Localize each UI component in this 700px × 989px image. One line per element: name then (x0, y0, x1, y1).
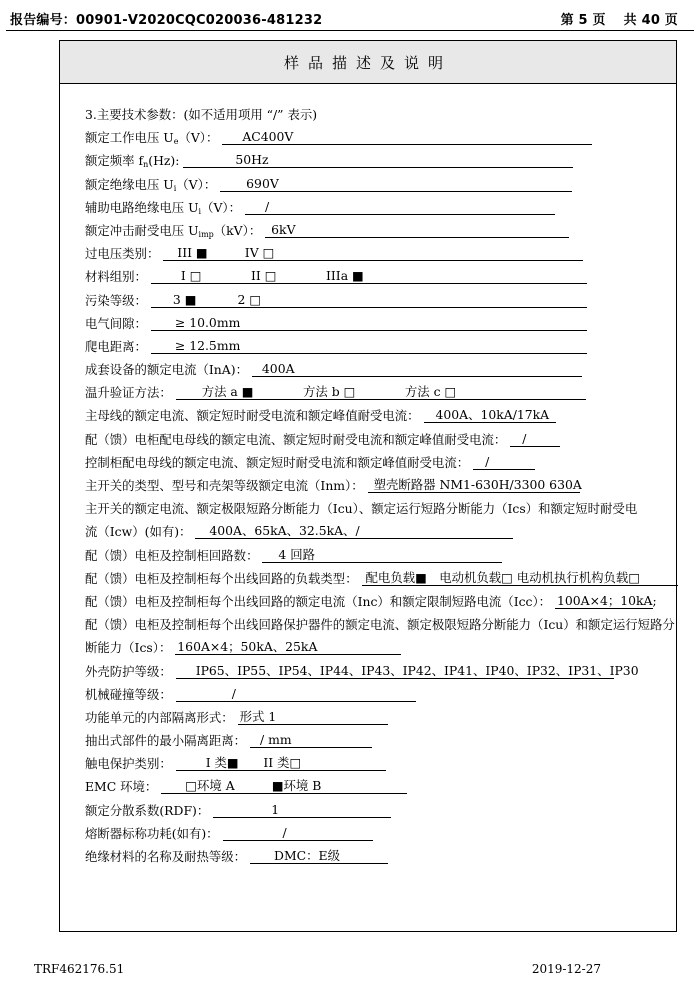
insulation-material-value: DMC：E级 (250, 846, 388, 864)
section-heading (85, 104, 675, 127)
report-number: 报告编号：00901-V2020CQC020036-481232 (10, 13, 323, 28)
main-switch-ratings-row (85, 498, 675, 521)
main-switch-ratings-label-line2: 流（Icw）(如有)： (85, 524, 192, 540)
circuit-count-label: 配（馈）电柜及控制柜回路数： (85, 547, 259, 563)
distribution-busbar-row (85, 429, 675, 452)
aux-unit: （V）： (201, 199, 241, 215)
protection-device-label-line2: 断能力（Ics）： (85, 640, 172, 656)
impulse-voltage-row (85, 220, 675, 243)
material-group-value: I □ II □ IIIa ■ (151, 266, 587, 284)
shock-protection-label: 触电保护类别： (85, 756, 172, 772)
main-switch-ratings-row-2 (85, 521, 675, 544)
isolation-distance-label: 抽出式部件的最小隔离距离： (85, 733, 247, 749)
temp-rise-method-row (85, 382, 675, 405)
ip-rating-value: IP65、IP55、IP54、IP44、IP43、IP42、IP41、IP40、IP32、IP31、IP30 (176, 661, 614, 679)
ue-unit: （V）： (178, 130, 219, 146)
form-id: TRF462176.51 (34, 962, 125, 976)
fuse-loss-row (85, 823, 675, 846)
protection-device-value: 160A×4；50kA、25kA (175, 637, 401, 655)
freq-unit: (Hz): (148, 153, 180, 169)
material-group-row (85, 266, 675, 289)
clearance-value: ≥ 10.0mm (151, 313, 587, 331)
pollution-degree-value: 3 ■ 2 □ (151, 290, 587, 308)
distribution-busbar-label: 配（馈）电柜配电母线的额定电流、额定短时耐受电流和额定峰值耐受电流： (85, 431, 507, 447)
rated-frequency-row (85, 150, 675, 173)
aux-insulation-voltage-row (85, 197, 675, 220)
emc-environment-row (85, 776, 675, 799)
parameters-list (85, 104, 675, 869)
main-busbar-value: 400A、10kA/17kA (424, 405, 556, 423)
main-busbar-row (85, 405, 675, 428)
load-type-row (85, 568, 675, 591)
outgoing-current-label: 配（馈）电柜及控制柜每个出线回路的额定电流（Inc）和额定限制短路电流（Icc）： (85, 593, 552, 609)
aux-insulation-voltage-value: / (245, 197, 555, 215)
assembly-rated-current-label: 成套设备的额定电流（InA)： (85, 362, 248, 378)
temp-rise-method-label: 温升验证方法： (85, 385, 172, 401)
aux-insulation-voltage-label (85, 197, 241, 223)
overvoltage-category-label: 过电压类别： (85, 246, 160, 262)
protection-device-label-line1: 配（馈）电柜及控制柜每个出线回路保护器件的额定电流、额定极限短路分断能力（Icu）和额定运行短路分 (85, 617, 675, 633)
pollution-degree-label: 污染等级： (85, 292, 147, 308)
uimp-subscript: imp (198, 229, 214, 239)
ui-label-text: 额定绝缘电压 U (85, 176, 174, 192)
outgoing-current-value: 100A×4；10kA; (557, 592, 657, 608)
rated-frequency-label (85, 150, 179, 176)
ik-rating-row (85, 684, 675, 707)
emc-environment-value: □环境 A ■环境 B (161, 776, 407, 794)
overvoltage-category-value: III ■ IV □ (163, 243, 583, 261)
section-heading-text: 3.主要技术参数：(如不适用项用 “/” 表示) (85, 107, 318, 122)
page-indicator: 第 5 页 共 40 页 (560, 13, 678, 28)
protection-device-row-2 (85, 637, 675, 660)
temp-rise-method-value: 方法 a ■ 方法 b □ 方法 c □ (176, 382, 586, 400)
rdf-row (85, 800, 675, 823)
impulse-voltage-value: 6kV (265, 220, 569, 238)
main-switch-type-row (85, 475, 675, 498)
load-type-value: 配电负载■ 电动机负载□ 电动机执行机构负载□ (362, 568, 678, 586)
distribution-busbar-value: / (510, 429, 560, 447)
assembly-rated-current-row (85, 359, 675, 382)
clearance-label: 电气间隙： (85, 315, 147, 331)
assembly-rated-current-value: 400A (252, 359, 582, 377)
clearance-row (85, 313, 675, 336)
emc-environment-label: EMC 环境： (85, 779, 158, 795)
creepage-value: ≥ 12.5mm (151, 336, 587, 354)
title-band (60, 41, 676, 84)
rated-operational-voltage-label (85, 127, 218, 153)
insulation-material-row (85, 846, 675, 869)
uimp-label-text: 额定冲击耐受电压 U (85, 222, 199, 238)
uimp-unit: （kV）： (213, 222, 262, 238)
rated-operational-voltage-row (85, 127, 675, 150)
circuit-count-row (85, 545, 675, 568)
material-group-label: 材料组别： (85, 269, 147, 285)
protection-device-row (85, 614, 675, 637)
ip-rating-label: 外壳防护等级： (85, 663, 172, 679)
rdf-value: 1 (213, 800, 391, 818)
main-switch-ratings-value: 400A、65kA、32.5kA、/ (195, 521, 513, 539)
rated-insulation-voltage-row (85, 174, 675, 197)
circuit-count-value: 4 回路 (262, 545, 502, 563)
ue-label-text: 额定工作电压 U (85, 130, 174, 146)
main-busbar-label: 主母线的额定电流、额定短时耐受电流和额定峰值耐受电流： (85, 408, 420, 424)
impulse-voltage-label (85, 220, 261, 246)
internal-separation-value: 形式 1 (238, 707, 388, 725)
ui-unit: （V）： (176, 176, 217, 192)
page-title: 样品描述及说明 (283, 54, 452, 72)
isolation-distance-row (85, 730, 675, 753)
isolation-distance-value: / mm (250, 730, 372, 748)
form-date: 2019-12-27 (531, 962, 601, 976)
freq-label-text: 额定频率 f (85, 153, 144, 169)
insulation-material-label: 绝缘材料的名称及耐热等级： (85, 849, 247, 864)
internal-separation-label: 功能单元的内部隔离形式： (85, 709, 234, 725)
main-switch-ratings-label-line1: 主开关的额定电流、额定极限短路分断能力（Icu）、额定运行短路分断能力（Ics）和额定短时耐受电 (85, 501, 638, 517)
aux-label-text: 辅助电路绝缘电压 U (85, 199, 199, 215)
outgoing-current-row (85, 591, 675, 614)
rated-insulation-voltage-value: 690V (220, 174, 572, 192)
shock-protection-row (85, 753, 675, 776)
header-rule (6, 30, 694, 31)
control-busbar-row (85, 452, 675, 475)
ip-rating-row (85, 661, 675, 684)
sample-description-frame (59, 40, 677, 932)
main-switch-type-label: 主开关的类型、型号和壳架等级额定电流（Inm）： (85, 478, 364, 493)
rated-frequency-value: 50Hz (183, 150, 573, 168)
control-busbar-label: 控制柜配电母线的额定电流、额定短时耐受电流和额定峰值耐受电流： (85, 454, 470, 470)
control-busbar-value: / (473, 452, 535, 470)
internal-separation-row (85, 707, 675, 730)
pollution-degree-row (85, 290, 675, 313)
shock-protection-value: I 类■ II 类□ (176, 753, 386, 771)
ui-subscript: i (173, 183, 177, 193)
freq-subscript: n (143, 160, 149, 170)
rdf-label: 额定分散系数(RDF)： (85, 802, 210, 818)
aux-subscript: i (198, 206, 202, 216)
creepage-label: 爬电距离： (85, 338, 147, 354)
rated-operational-voltage-value: AC400V (222, 127, 592, 145)
fuse-loss-value: / (223, 823, 373, 841)
load-type-label: 配（馈）电柜及控制柜每个出线回路的负载类型： (85, 570, 358, 586)
ik-rating-value: / (176, 684, 416, 702)
creepage-row (85, 336, 675, 359)
ue-subscript: e (173, 137, 179, 147)
ik-rating-label: 机械碰撞等级： (85, 686, 172, 702)
rated-insulation-voltage-label (85, 174, 216, 200)
main-switch-type-value: 塑壳断路器 NM1-630H/3300 630A (368, 475, 580, 493)
fuse-loss-label: 熔断器标称功耗(如有)： (85, 825, 219, 841)
overvoltage-category-row (85, 243, 675, 266)
